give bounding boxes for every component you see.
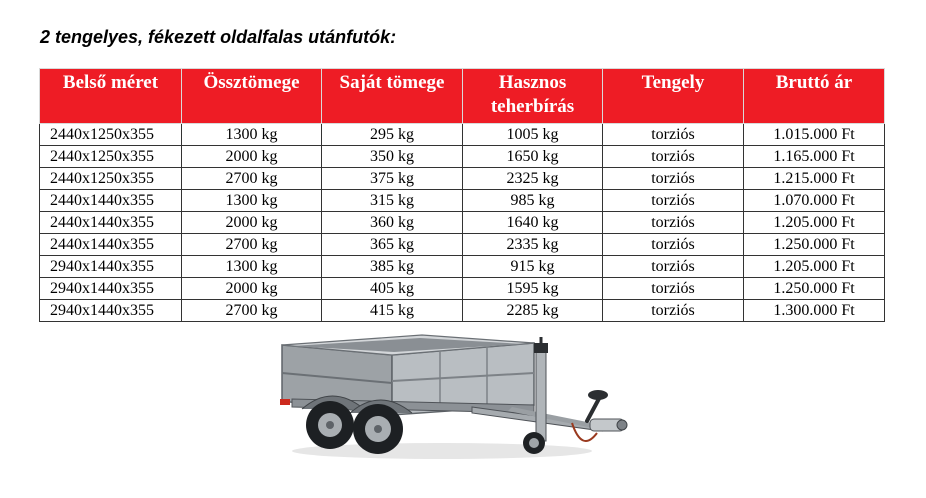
cell-sajat-tomeg: 360 kg [322, 212, 463, 234]
cell-teherbiras: 2285 kg [463, 300, 603, 322]
table-header-row [40, 69, 885, 124]
cell-ar: 1.070.000 Ft [744, 190, 885, 212]
table-row [40, 278, 885, 300]
cell-tengely: torziós [603, 300, 744, 322]
table-row [40, 190, 885, 212]
table-row [40, 234, 885, 256]
cell-sajat-tomeg: 350 kg [322, 146, 463, 168]
cell-ar: 1.205.000 Ft [744, 212, 885, 234]
cell-teherbiras: 1640 kg [463, 212, 603, 234]
cell-meret: 2440x1440x355 [40, 212, 182, 234]
cell-meret: 2440x1250x355 [40, 168, 182, 190]
cell-ossztomeg: 2000 kg [182, 278, 322, 300]
cell-ar: 1.015.000 Ft [744, 124, 885, 146]
cell-ossztomeg: 2700 kg [182, 168, 322, 190]
header-brutto-ar: Bruttó ár [744, 69, 885, 124]
cell-teherbiras: 2335 kg [463, 234, 603, 256]
cell-sajat-tomeg: 295 kg [322, 124, 463, 146]
table-row [40, 256, 885, 278]
cell-tengely: torziós [603, 124, 744, 146]
cell-tengely: torziós [603, 190, 744, 212]
cell-tengely: torziós [603, 212, 744, 234]
table-row [40, 168, 885, 190]
price-table [39, 68, 885, 322]
header-hasznos-teherbiras: Hasznos teherbírás [463, 69, 603, 124]
cell-meret: 2940x1440x355 [40, 256, 182, 278]
cell-sajat-tomeg: 365 kg [322, 234, 463, 256]
cell-meret: 2940x1440x355 [40, 300, 182, 322]
cell-teherbiras: 1595 kg [463, 278, 603, 300]
cell-teherbiras: 915 kg [463, 256, 603, 278]
trailer-photo-icon [272, 333, 652, 493]
cell-sajat-tomeg: 405 kg [322, 278, 463, 300]
cell-sajat-tomeg: 385 kg [322, 256, 463, 278]
cell-ossztomeg: 2000 kg [182, 212, 322, 234]
cell-teherbiras: 1005 kg [463, 124, 603, 146]
cell-ossztomeg: 1300 kg [182, 256, 322, 278]
cell-sajat-tomeg: 415 kg [322, 300, 463, 322]
cell-meret: 2940x1440x355 [40, 278, 182, 300]
cell-ar: 1.165.000 Ft [744, 146, 885, 168]
cell-ossztomeg: 2700 kg [182, 300, 322, 322]
cell-sajat-tomeg: 375 kg [322, 168, 463, 190]
cell-meret: 2440x1250x355 [40, 146, 182, 168]
cell-sajat-tomeg: 315 kg [322, 190, 463, 212]
cell-teherbiras: 1650 kg [463, 146, 603, 168]
header-sajat-tomege: Saját tömege [322, 69, 463, 124]
header-belso-meret: Belső méret [40, 69, 182, 124]
page-heading: 2 tengelyes, fékezett oldalfalas utánfutók: [40, 27, 397, 47]
cell-ar: 1.215.000 Ft [744, 168, 885, 190]
cell-meret: 2440x1250x355 [40, 124, 182, 146]
cell-ar: 1.250.000 Ft [744, 234, 885, 256]
table-row [40, 212, 885, 234]
cell-ar: 1.300.000 Ft [744, 300, 885, 322]
cell-tengely: torziós [603, 234, 744, 256]
table-row [40, 146, 885, 168]
cell-ossztomeg: 1300 kg [182, 190, 322, 212]
header-tengely: Tengely [603, 69, 744, 124]
cell-ossztomeg: 2000 kg [182, 146, 322, 168]
trailer-image [272, 333, 652, 493]
cell-teherbiras: 2325 kg [463, 168, 603, 190]
cell-ar: 1.205.000 Ft [744, 256, 885, 278]
cell-teherbiras: 985 kg [463, 190, 603, 212]
cell-tengely: torziós [603, 146, 744, 168]
cell-tengely: torziós [603, 278, 744, 300]
cell-tengely: torziós [603, 256, 744, 278]
header-ossztomege: Össztömege [182, 69, 322, 124]
cell-ossztomeg: 1300 kg [182, 124, 322, 146]
cell-ossztomeg: 2700 kg [182, 234, 322, 256]
cell-tengely: torziós [603, 168, 744, 190]
table-row [40, 300, 885, 322]
cell-meret: 2440x1440x355 [40, 234, 182, 256]
cell-meret: 2440x1440x355 [40, 190, 182, 212]
cell-ar: 1.250.000 Ft [744, 278, 885, 300]
table-row [40, 124, 885, 146]
